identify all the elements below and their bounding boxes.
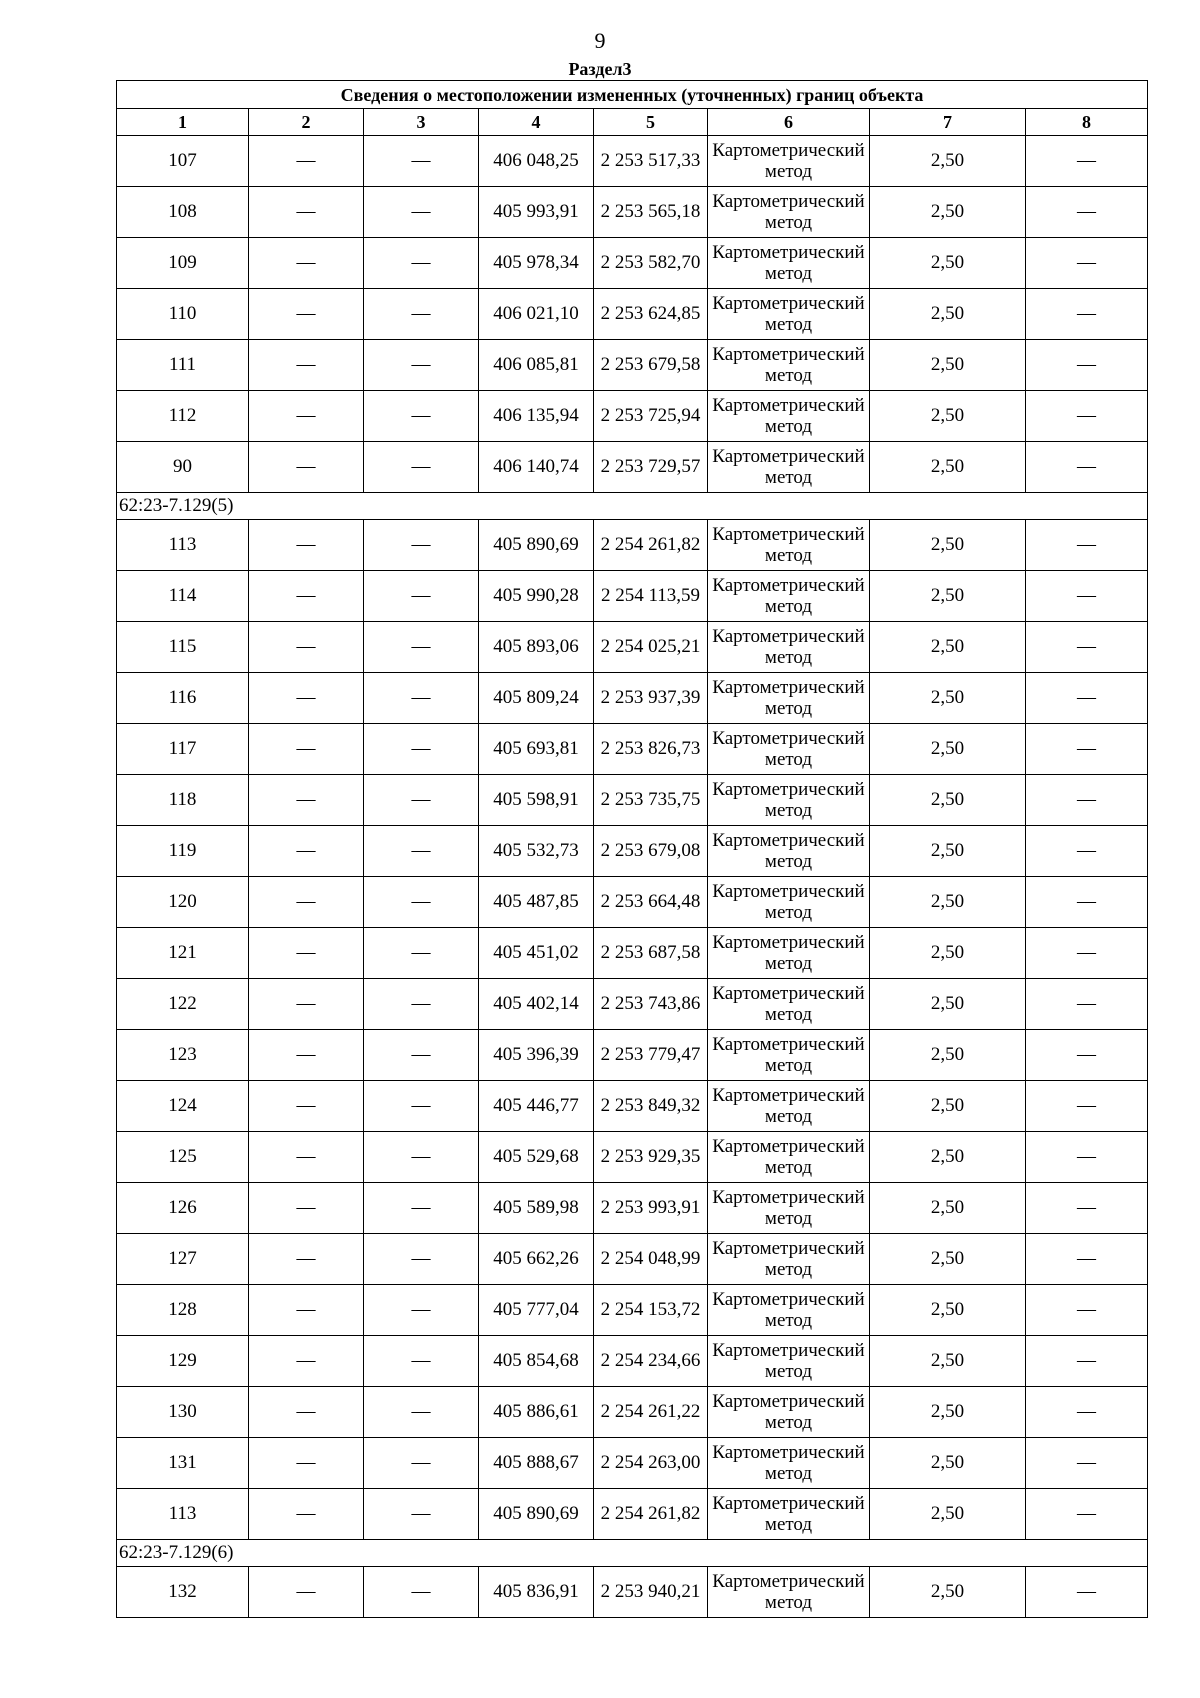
table-cell: — [1026,187,1148,238]
table-cell: 2,50 [870,520,1026,571]
table-row [117,340,1148,391]
table-cell: 2 254 113,59 [594,571,708,622]
table-cell: 405 890,69 [479,520,594,571]
table-row [117,1489,1148,1540]
table-cell: — [364,622,479,673]
table-cell: — [1026,673,1148,724]
table-row [117,877,1148,928]
table-cell: — [249,442,364,493]
table-cell: 2 253 779,47 [594,1030,708,1081]
table-cell: Картометрический метод [708,136,870,187]
table-cell: 108 [117,187,249,238]
table-cell: — [249,1387,364,1438]
table-cell: — [249,877,364,928]
table-row [117,826,1148,877]
group-row [117,493,1148,520]
table-cell: — [364,1183,479,1234]
table-row [117,136,1148,187]
table-row [117,571,1148,622]
table-cell: Картометрический метод [708,187,870,238]
table-cell: — [249,136,364,187]
column-header: 4 [479,109,594,136]
table-cell: — [249,673,364,724]
table-cell: 113 [117,520,249,571]
table-cell: 2,50 [870,979,1026,1030]
table-cell: 125 [117,1132,249,1183]
table-cell: 405 854,68 [479,1336,594,1387]
table-cell: — [364,1387,479,1438]
column-header: 2 [249,109,364,136]
table-row [117,1234,1148,1285]
table-cell: — [1026,1336,1148,1387]
table-cell: 2,50 [870,1132,1026,1183]
table-cell: 2,50 [870,442,1026,493]
table-cell: 405 402,14 [479,979,594,1030]
table-cell: Картометрический метод [708,340,870,391]
table-cell: — [364,724,479,775]
table-cell: 2 254 261,82 [594,1489,708,1540]
table-cell: — [1026,520,1148,571]
table-cell: — [1026,340,1148,391]
table-cell: 2 253 735,75 [594,775,708,826]
table-cell: — [364,187,479,238]
table-cell: 2 253 937,39 [594,673,708,724]
table-cell: — [249,391,364,442]
table-cell: — [1026,136,1148,187]
table-cell: — [364,1081,479,1132]
table-row [117,238,1148,289]
table-cell: Картометрический метод [708,724,870,775]
table-cell: — [364,136,479,187]
table-cell: — [249,520,364,571]
table-cell: — [249,775,364,826]
table-cell: 131 [117,1438,249,1489]
table-cell: 2,50 [870,1438,1026,1489]
table-cell: 117 [117,724,249,775]
table-cell: 406 140,74 [479,442,594,493]
table-cell: 2,50 [870,724,1026,775]
table-row [117,1183,1148,1234]
table-row [117,1438,1148,1489]
table-cell: — [364,673,479,724]
table-cell: 122 [117,979,249,1030]
table-cell: 2 253 687,58 [594,928,708,979]
table-cell: 2,50 [870,1387,1026,1438]
table-cell: — [249,1285,364,1336]
table-row [117,979,1148,1030]
table-cell: 2,50 [870,673,1026,724]
table-cell: 2,50 [870,1285,1026,1336]
table-cell: 405 890,69 [479,1489,594,1540]
table-cell: — [249,1183,364,1234]
table-cell: Картометрический метод [708,238,870,289]
table-cell: — [364,1438,479,1489]
table-cell: Картометрический метод [708,289,870,340]
table-cell: 2,50 [870,571,1026,622]
column-header: 5 [594,109,708,136]
table-cell: — [249,622,364,673]
table-cell: — [249,571,364,622]
table-cell: 2 253 826,73 [594,724,708,775]
table-cell: — [1026,1489,1148,1540]
table-cell: 405 893,06 [479,622,594,673]
group-label: 62:23-7.129(5) [117,493,1148,520]
table-cell: Картометрический метод [708,571,870,622]
table-cell: 2 253 849,32 [594,1081,708,1132]
table-cell: 2,50 [870,187,1026,238]
table-cell: — [1026,1132,1148,1183]
table-cell: 405 990,28 [479,571,594,622]
table-cell: 90 [117,442,249,493]
table-cell: — [364,1234,479,1285]
table-cell: — [249,724,364,775]
table-cell: 2 253 679,08 [594,826,708,877]
table-cell: 2 254 261,82 [594,520,708,571]
table-cell: — [249,826,364,877]
table-cell: — [1026,1183,1148,1234]
table-cell: 2 253 664,48 [594,877,708,928]
table-cell: 406 021,10 [479,289,594,340]
table-cell: 2,50 [870,1234,1026,1285]
table-cell: — [364,826,479,877]
table-cell: 2 254 263,00 [594,1438,708,1489]
table-cell: Картометрический метод [708,391,870,442]
table-row [117,775,1148,826]
table-cell: Картометрический метод [708,1489,870,1540]
table-cell: — [1026,1438,1148,1489]
table-cell: 405 451,02 [479,928,594,979]
table-cell: — [249,1081,364,1132]
table-cell: 120 [117,877,249,928]
column-header: 8 [1026,109,1148,136]
table-row [117,1132,1148,1183]
table-cell: 405 532,73 [479,826,594,877]
table-cell: 124 [117,1081,249,1132]
table-cell: Картометрический метод [708,775,870,826]
table-cell: — [1026,826,1148,877]
table-cell: 2 253 940,21 [594,1567,708,1618]
table-cell: — [1026,979,1148,1030]
table-cell: 2,50 [870,1183,1026,1234]
table-cell: 2,50 [870,1081,1026,1132]
table-cell: 405 589,98 [479,1183,594,1234]
table-cell: Картометрический метод [708,1234,870,1285]
table-cell: 405 693,81 [479,724,594,775]
table-row [117,622,1148,673]
table-cell: — [364,391,479,442]
table-cell: Картометрический метод [708,1183,870,1234]
table-cell: — [1026,391,1148,442]
table-row [117,289,1148,340]
table-cell: — [1026,289,1148,340]
table-cell: — [1026,622,1148,673]
table-cell: — [364,877,479,928]
table-cell: 2 253 517,33 [594,136,708,187]
table-row [117,928,1148,979]
table-cell: — [364,979,479,1030]
table-cell: — [1026,571,1148,622]
table-row [117,442,1148,493]
table-cell: 2,50 [870,136,1026,187]
table-cell: 405 888,67 [479,1438,594,1489]
table-cell: — [1026,1285,1148,1336]
table-cell: Картометрический метод [708,673,870,724]
table-cell: 130 [117,1387,249,1438]
table-cell: — [249,1438,364,1489]
table-cell: — [364,1132,479,1183]
column-header: 6 [708,109,870,136]
table-cell: 2,50 [870,1567,1026,1618]
table-cell: Картометрический метод [708,622,870,673]
table-cell: 107 [117,136,249,187]
table-cell: — [1026,877,1148,928]
table-cell: 2 253 743,86 [594,979,708,1030]
table-cell: — [1026,1567,1148,1618]
table-cell: — [364,1489,479,1540]
table-cell: 405 978,34 [479,238,594,289]
table-cell: 405 396,39 [479,1030,594,1081]
table-cell: 405 886,61 [479,1387,594,1438]
table-cell: Картометрический метод [708,1081,870,1132]
table-cell: 2,50 [870,391,1026,442]
table-cell: 132 [117,1567,249,1618]
table-cell: — [364,238,479,289]
table-cell: 2,50 [870,826,1026,877]
table-cell: Картометрический метод [708,520,870,571]
table-row [117,391,1148,442]
table-cell: 406 085,81 [479,340,594,391]
table-cell: 118 [117,775,249,826]
table-cell: 2 253 993,91 [594,1183,708,1234]
table-cell: 405 529,68 [479,1132,594,1183]
table-cell: — [249,289,364,340]
table-cell: 405 993,91 [479,187,594,238]
table-cell: 2 253 729,57 [594,442,708,493]
table-cell: — [364,1567,479,1618]
table-row [117,1285,1148,1336]
table-cell: 119 [117,826,249,877]
group-row [117,1540,1148,1567]
table-cell: — [249,1336,364,1387]
table-cell: — [249,1489,364,1540]
table-cell: 2,50 [870,289,1026,340]
table-cell: — [249,928,364,979]
table-cell: 121 [117,928,249,979]
table-cell: Картометрический метод [708,1285,870,1336]
table-cell: Картометрический метод [708,1387,870,1438]
table-cell: — [364,571,479,622]
column-header: 7 [870,109,1026,136]
group-label: 62:23-7.129(6) [117,1540,1148,1567]
table-cell: 2 253 929,35 [594,1132,708,1183]
table-cell: 405 777,04 [479,1285,594,1336]
table-cell: — [249,1567,364,1618]
table-cell: — [1026,928,1148,979]
table-cell: 123 [117,1030,249,1081]
table-cell: 2 254 261,22 [594,1387,708,1438]
table-cell: 2,50 [870,877,1026,928]
table-row [117,187,1148,238]
table-cell: 2,50 [870,622,1026,673]
table-cell: 129 [117,1336,249,1387]
table-cell: — [1026,1081,1148,1132]
table-cell: 127 [117,1234,249,1285]
table-cell: — [249,340,364,391]
table-cell: 116 [117,673,249,724]
table-cell: — [1026,442,1148,493]
table-cell: 2,50 [870,775,1026,826]
table-cell: — [249,1132,364,1183]
table-cell: 406 048,25 [479,136,594,187]
table-cell: 2,50 [870,340,1026,391]
table-row [117,1336,1148,1387]
table-cell: — [364,340,479,391]
table-cell: — [249,979,364,1030]
table-cell: 2 254 234,66 [594,1336,708,1387]
table-row [117,1030,1148,1081]
table-cell: 114 [117,571,249,622]
table-cell: 2,50 [870,1030,1026,1081]
table-cell: — [249,187,364,238]
table-cell: Картометрический метод [708,1132,870,1183]
table-cell: — [364,1285,479,1336]
table-cell: 126 [117,1183,249,1234]
table-cell: 2 254 048,99 [594,1234,708,1285]
table-cell: Картометрический метод [708,877,870,928]
table-cell: 128 [117,1285,249,1336]
table-cell: — [249,1030,364,1081]
table-cell: Картометрический метод [708,1567,870,1618]
table-row [117,1081,1148,1132]
table-cell: — [364,928,479,979]
table-cell: — [249,1234,364,1285]
table-cell: — [1026,1234,1148,1285]
table-cell: 2 253 582,70 [594,238,708,289]
table-cell: — [364,775,479,826]
table-cell: 2 253 624,85 [594,289,708,340]
table-cell: Картометрический метод [708,979,870,1030]
table-cell: 405 598,91 [479,775,594,826]
table-cell: 406 135,94 [479,391,594,442]
page-number: 9 [594,28,606,53]
table-body [117,136,1148,1618]
table-cell: 2,50 [870,1489,1026,1540]
table-cell: — [364,520,479,571]
table-cell: 405 487,85 [479,877,594,928]
table-cell: 2 253 565,18 [594,187,708,238]
column-header: 1 [117,109,249,136]
table-cell: Картометрический метод [708,928,870,979]
table-cell: 110 [117,289,249,340]
table-cell: 115 [117,622,249,673]
table-cell: 2 254 025,21 [594,622,708,673]
table-cell: — [364,289,479,340]
table-cell: 111 [117,340,249,391]
table-cell: Картометрический метод [708,826,870,877]
table-cell: — [364,1030,479,1081]
table-cell: Картометрический метод [708,442,870,493]
table-cell: 112 [117,391,249,442]
table-cell: — [249,238,364,289]
table-row [117,520,1148,571]
table-cell: — [1026,1030,1148,1081]
table-cell: — [1026,238,1148,289]
table-row [117,1387,1148,1438]
table-cell: 113 [117,1489,249,1540]
table-cell: 405 809,24 [479,673,594,724]
table-cell: 405 446,77 [479,1081,594,1132]
table-cell: 2,50 [870,1336,1026,1387]
table-cell: — [1026,775,1148,826]
table-cell: 2,50 [870,928,1026,979]
table-row [117,673,1148,724]
table-cell: Картометрический метод [708,1336,870,1387]
table-row [117,724,1148,775]
table-cell: 405 662,26 [479,1234,594,1285]
column-header-row [117,109,1148,136]
table-cell: 2,50 [870,238,1026,289]
table-caption: Сведения о местоположении измененных (уточненных) границ объекта [117,81,1148,109]
column-header: 3 [364,109,479,136]
table-cell: — [364,1336,479,1387]
table-cell: 2 253 725,94 [594,391,708,442]
table-row [117,1567,1148,1618]
section-title: Раздел3 [568,59,632,79]
table-cell: — [1026,724,1148,775]
table-cell: Картометрический метод [708,1030,870,1081]
table-cell: 109 [117,238,249,289]
table-cell: 2 253 679,58 [594,340,708,391]
table-cell: — [364,442,479,493]
table-cell: 405 836,91 [479,1567,594,1618]
table-cell: 2 254 153,72 [594,1285,708,1336]
table-cell: — [1026,1387,1148,1438]
table-cell: Картометрический метод [708,1438,870,1489]
boundary-table [116,80,1148,1618]
